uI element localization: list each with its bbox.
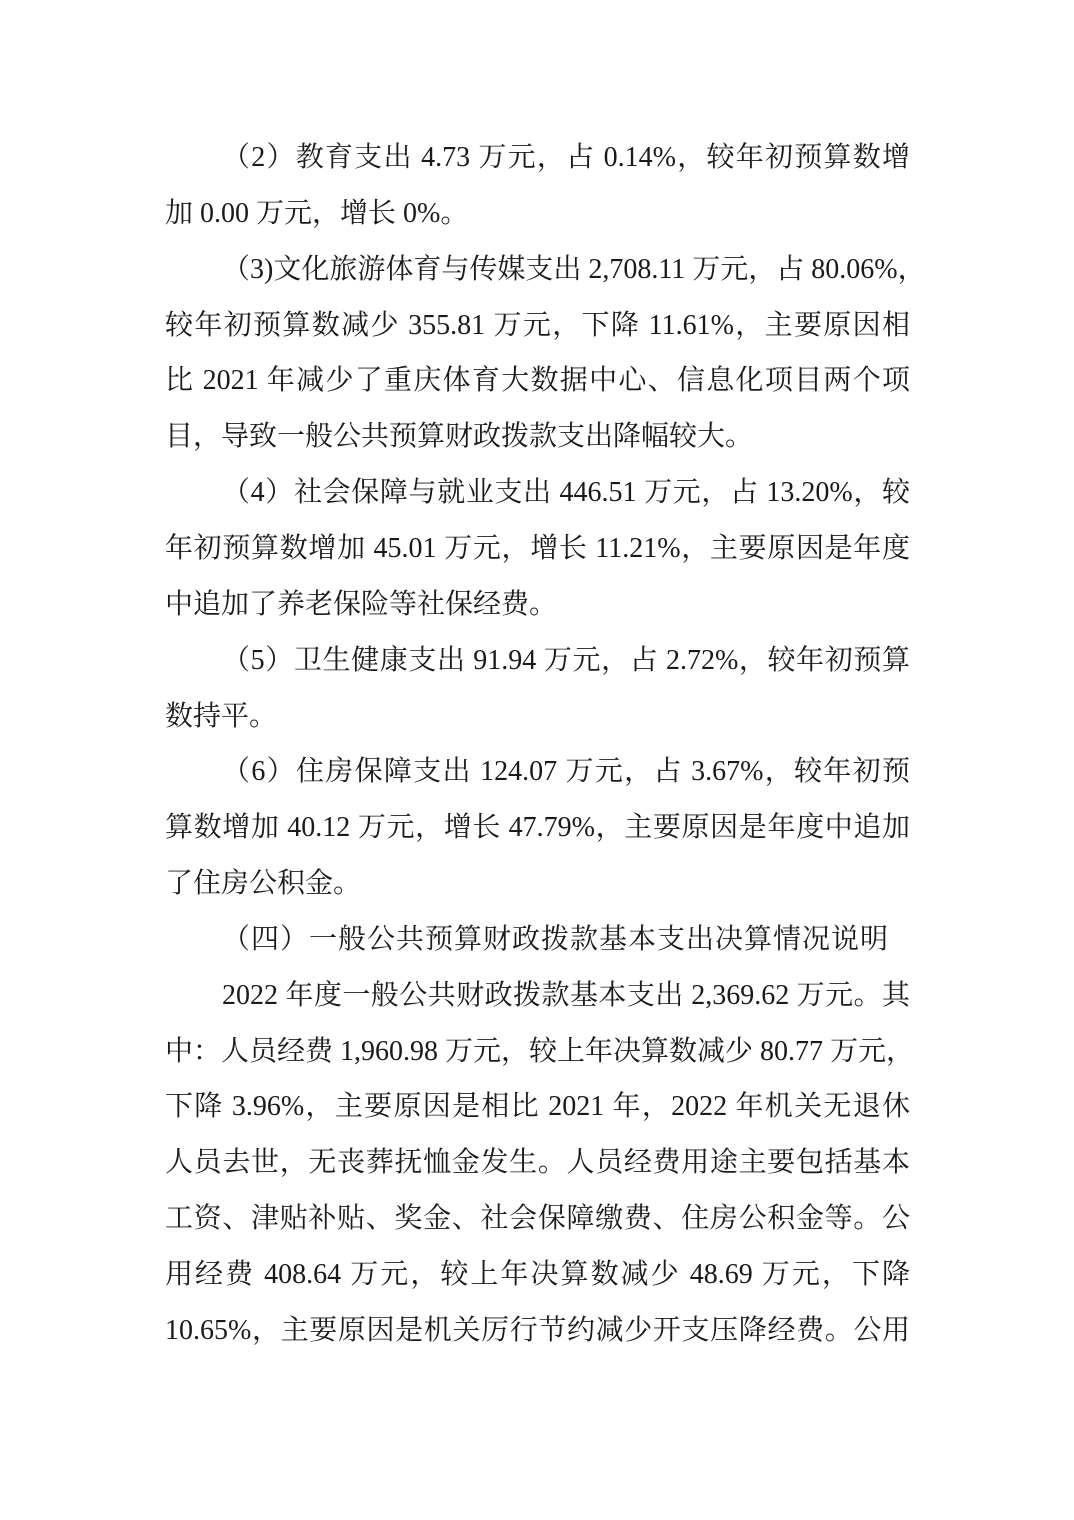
- paragraph-basic-expenditure-line: 10.65%，主要原因是机关厉行节约减少开支压降经费。公用: [165, 1314, 910, 1346]
- paragraph-basic-expenditure-line: 用经费 408.64 万元，较上年决算数减少 48.69 万元，下降: [165, 1259, 910, 1290]
- paragraph-housing-line: 算数增加 40.12 万元，增长 47.79%，主要原因是年度中追加: [165, 812, 910, 844]
- paragraph-social-security-line: 中追加了养老保险等社保经费。: [165, 588, 558, 620]
- paragraph-housing-line: 了住房公积金。: [165, 868, 362, 900]
- paragraph-culture-line: 较年初预算数减少 355.81 万元，下降 11.61%，主要原因相: [165, 309, 910, 341]
- paragraph-health-line: 数持平。: [165, 700, 278, 732]
- paragraph-health-line: （5）卫生健康支出 91.94 万元，占 2.72%，较年初预算: [222, 644, 910, 676]
- paragraph-social-security-line: 年初预算数增加 45.01 万元，增长 11.21%，主要原因是年度: [165, 532, 910, 564]
- paragraph-housing-line: （6）住房保障支出 124.07 万元，占 3.67%，较年初预: [222, 756, 910, 788]
- paragraph-basic-expenditure-line: 下降 3.96%，主要原因是相比 2021 年，2022 年机关无退休: [165, 1091, 910, 1123]
- paragraph-basic-expenditure-line: 工资、津贴补贴、奖金、社会保障缴费、住房公积金等。公: [165, 1203, 910, 1235]
- paragraph-basic-expenditure-line: 中：人员经费 1,960.98 万元，较上年决算数减少 80.77 万元，: [165, 1035, 915, 1067]
- paragraph-basic-expenditure-line: 2022 年度一般公共财政拨款基本支出 2,369.62 万元。其: [222, 979, 910, 1011]
- section-heading-line: （四）一般公共预算财政拨款基本支出决算情况说明: [222, 923, 890, 955]
- paragraph-basic-expenditure-line: 人员去世，无丧葬抚恤金发生。人员经费用途主要包括基本: [165, 1147, 910, 1179]
- paragraph-culture-line: （3)文化旅游体育与传媒支出 2,708.11 万元，占 80.06%，: [222, 253, 926, 285]
- paragraph-culture-line: 目，导致一般公共预算财政拨款支出降幅较大。: [165, 421, 754, 453]
- paragraph-social-security-line: （4）社会保障与就业支出 446.51 万元，占 13.20%，较: [222, 477, 910, 509]
- paragraph-education-line: 加 0.00 万元，增长 0%。: [165, 197, 469, 229]
- paragraph-culture-line: 比 2021 年减少了重庆体育大数据中心、信息化项目两个项: [165, 365, 910, 397]
- paragraph-education-line: （2）教育支出 4.73 万元，占 0.14%，较年初预算数增: [222, 142, 910, 173]
